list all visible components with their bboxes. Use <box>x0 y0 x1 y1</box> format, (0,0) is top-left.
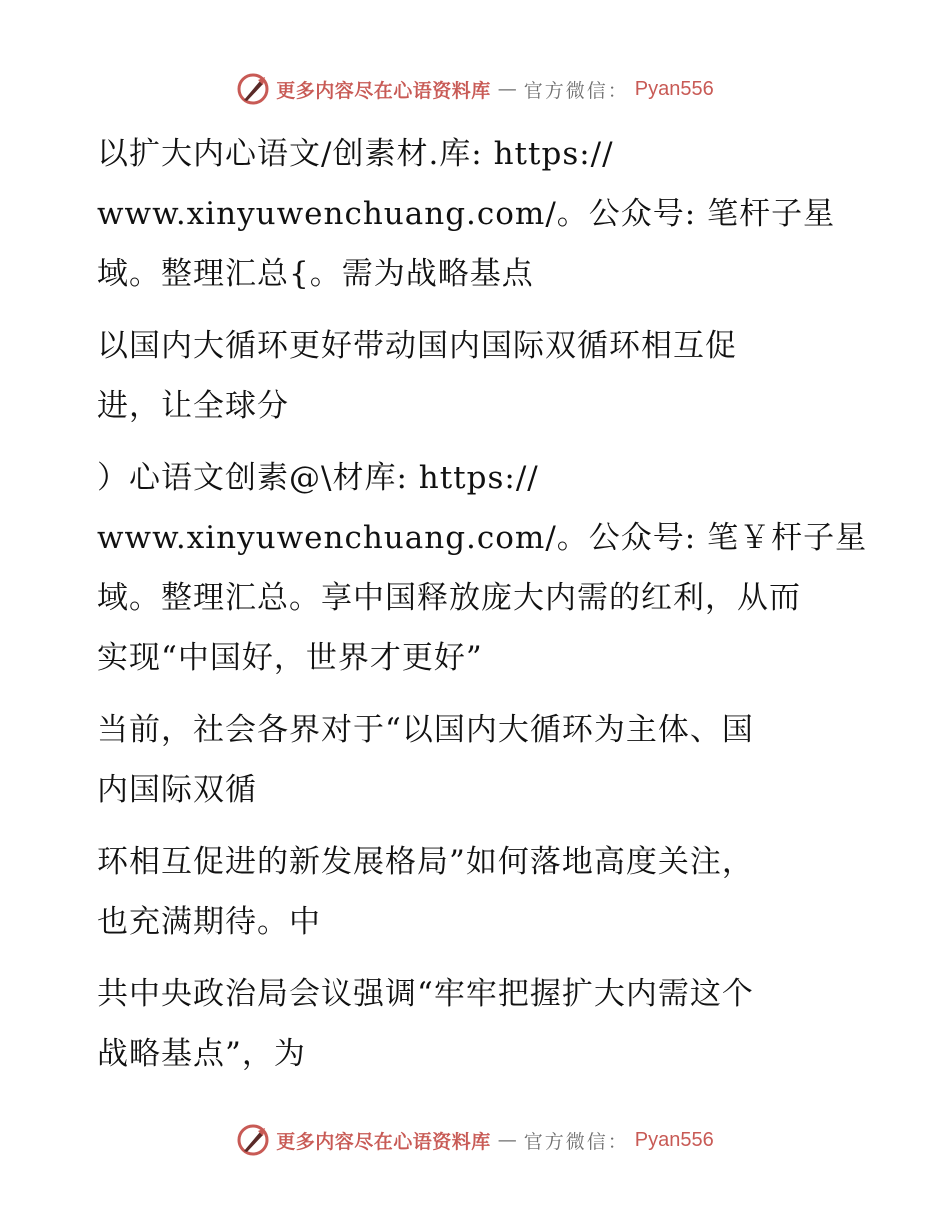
footer-banner <box>0 1123 950 1157</box>
text-line: 当前，社会各界对于“以国内大循环为主体、国 <box>97 712 754 748</box>
paragraph <box>97 832 877 952</box>
text-line: 域。整理汇总。享中国释放庞大内需的红利，从而 <box>97 580 801 616</box>
text-line: 战略基点”，为 <box>97 1036 306 1072</box>
quill-logo-icon <box>236 72 270 106</box>
text-line: 域。整理汇总{。需为战略基点 <box>97 256 534 292</box>
text-line: 环相互促进的新发展格局”如何落地高度关注， <box>97 844 754 880</box>
text-line: 以扩大内心语文/创素材.库: https:// <box>97 136 614 172</box>
text-line: ）心语文创素@\材库: https:// <box>97 460 539 496</box>
text-line: 内国际双循 <box>97 772 257 808</box>
paragraph <box>97 700 877 820</box>
text-line: www.xinyuwenchuang.com/。公众号: 笔杆子星 <box>97 196 836 232</box>
banner-separator: — <box>497 78 517 100</box>
document-body <box>97 124 877 1096</box>
paragraph <box>97 964 877 1084</box>
text-line: www.xinyuwenchuang.com/。公众号: 笔￥杆子星 <box>97 520 868 556</box>
text-line: 以国内大循环更好带动国内国际双循环相互促 <box>97 328 737 364</box>
wechat-label: 官方微信： <box>523 1130 629 1153</box>
banner-separator: — <box>497 1129 517 1151</box>
text-line: 共中央政治局会议强调“牢牢把握扩大内需这个 <box>97 976 754 1012</box>
wechat-id: Pyan556 <box>634 77 714 100</box>
paragraph <box>97 124 877 304</box>
brand-name: 更多内容尽在心语资料库 <box>276 79 491 102</box>
quill-logo-icon <box>236 1123 270 1157</box>
text-line: 也充满期待。中 <box>97 904 321 940</box>
paragraph <box>97 316 877 436</box>
header-banner <box>0 72 950 106</box>
wechat-label: 官方微信： <box>523 79 629 102</box>
wechat-id: Pyan556 <box>634 1128 714 1151</box>
text-line: 进，让全球分 <box>97 388 289 424</box>
text-line: 实现“中国好，世界才更好” <box>97 640 483 676</box>
brand-name: 更多内容尽在心语资料库 <box>276 1130 491 1153</box>
paragraph <box>97 448 877 688</box>
